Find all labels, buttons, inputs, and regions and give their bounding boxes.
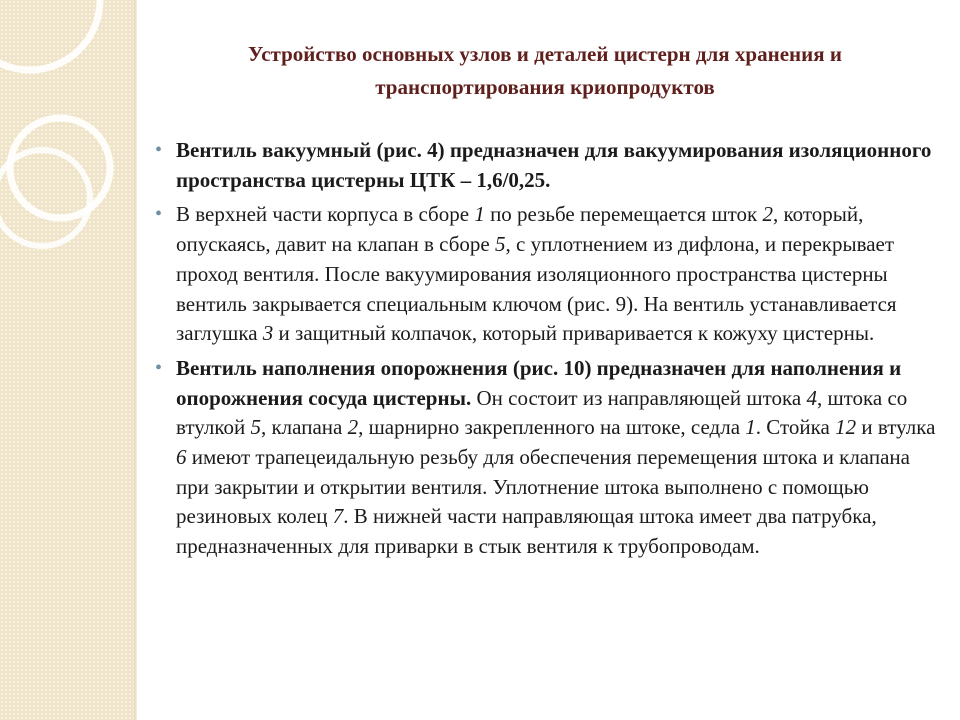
part-number: 5 (495, 232, 506, 257)
bullet-marker-icon: • (155, 203, 163, 226)
bullet-text: В верхней части корпуса в сборе (176, 202, 475, 227)
bullet-text: . Стойка (755, 415, 836, 440)
bullet-marker-icon: • (155, 356, 163, 379)
bullet-marker-icon: • (155, 139, 163, 161)
bullet-fill-drain-valve (152, 354, 938, 562)
bullet-text: и втулка (856, 415, 936, 440)
bullet-text: , шарнирно закрепленного на штоке, седла (358, 415, 746, 440)
part-number: 2 (762, 202, 773, 227)
slide-content (152, 136, 938, 567)
decorative-ring-top (0, 0, 100, 70)
part-number: 3 (262, 321, 274, 346)
decorative-ring-middle (10, 118, 110, 218)
part-number: 6 (176, 445, 187, 470)
bullet-text: Он состоит из направляющей штока (471, 385, 807, 410)
bullet-text: имеют трапецеидальную резьбу для обеспечения перемещения штока и клапана при закрытии и открытии вентиля. Уплотнение штока выполнено с помощью резиновых колец (176, 445, 910, 529)
part-number: 12 (835, 415, 857, 440)
part-number: 1 (745, 415, 756, 440)
bullet-text: Вентиль вакуумный (рис. 4) предназначен для вакуумирования изоляционного пространства цистерны ЦТК – 1,6/0,25. (176, 138, 932, 192)
bullet-text: Вентиль наполнения опорожнения (рис. 10) предназначен для наполнения и опорожнения сосуда цистерны. (176, 355, 902, 410)
bullet-vacuum-valve (152, 136, 938, 195)
bullet-text: . В нижней части направляющая штока имеет два патрубка, предназначенных для приварки в стык вентиля к трубопроводам. (176, 504, 877, 559)
part-number: 7 (332, 504, 344, 529)
bullet-text: , клапана (260, 415, 348, 440)
slide-title: Устройство основных узлов и деталей цистерн для хранения и транспортирования криопродуктов (248, 42, 842, 99)
part-number: 2 (347, 415, 359, 440)
bullet-text: , с уплотнением из дифлона, и перекрывает проход вентиля. После вакуумирования изоляционного пространства цистерны вентиль закрывается специальным ключом (рис. 9). На вентиль устанавливается заглушка (176, 232, 897, 346)
part-number: 1 (474, 202, 485, 227)
decorative-rings (0, 0, 137, 280)
bullet-text: и защитный колпачок, который приваривается к кожуху цистерны. (273, 321, 875, 346)
bullet-text: , штока со втулкой (176, 385, 908, 440)
bullet-valve-operation (152, 200, 938, 349)
part-number: 5 (250, 415, 261, 440)
bullet-text: по резьбе перемещается шток (484, 202, 763, 227)
bullet-text: , который, опускаясь, давит на клапан в сборе (176, 202, 864, 257)
part-number: 4 (806, 385, 817, 410)
